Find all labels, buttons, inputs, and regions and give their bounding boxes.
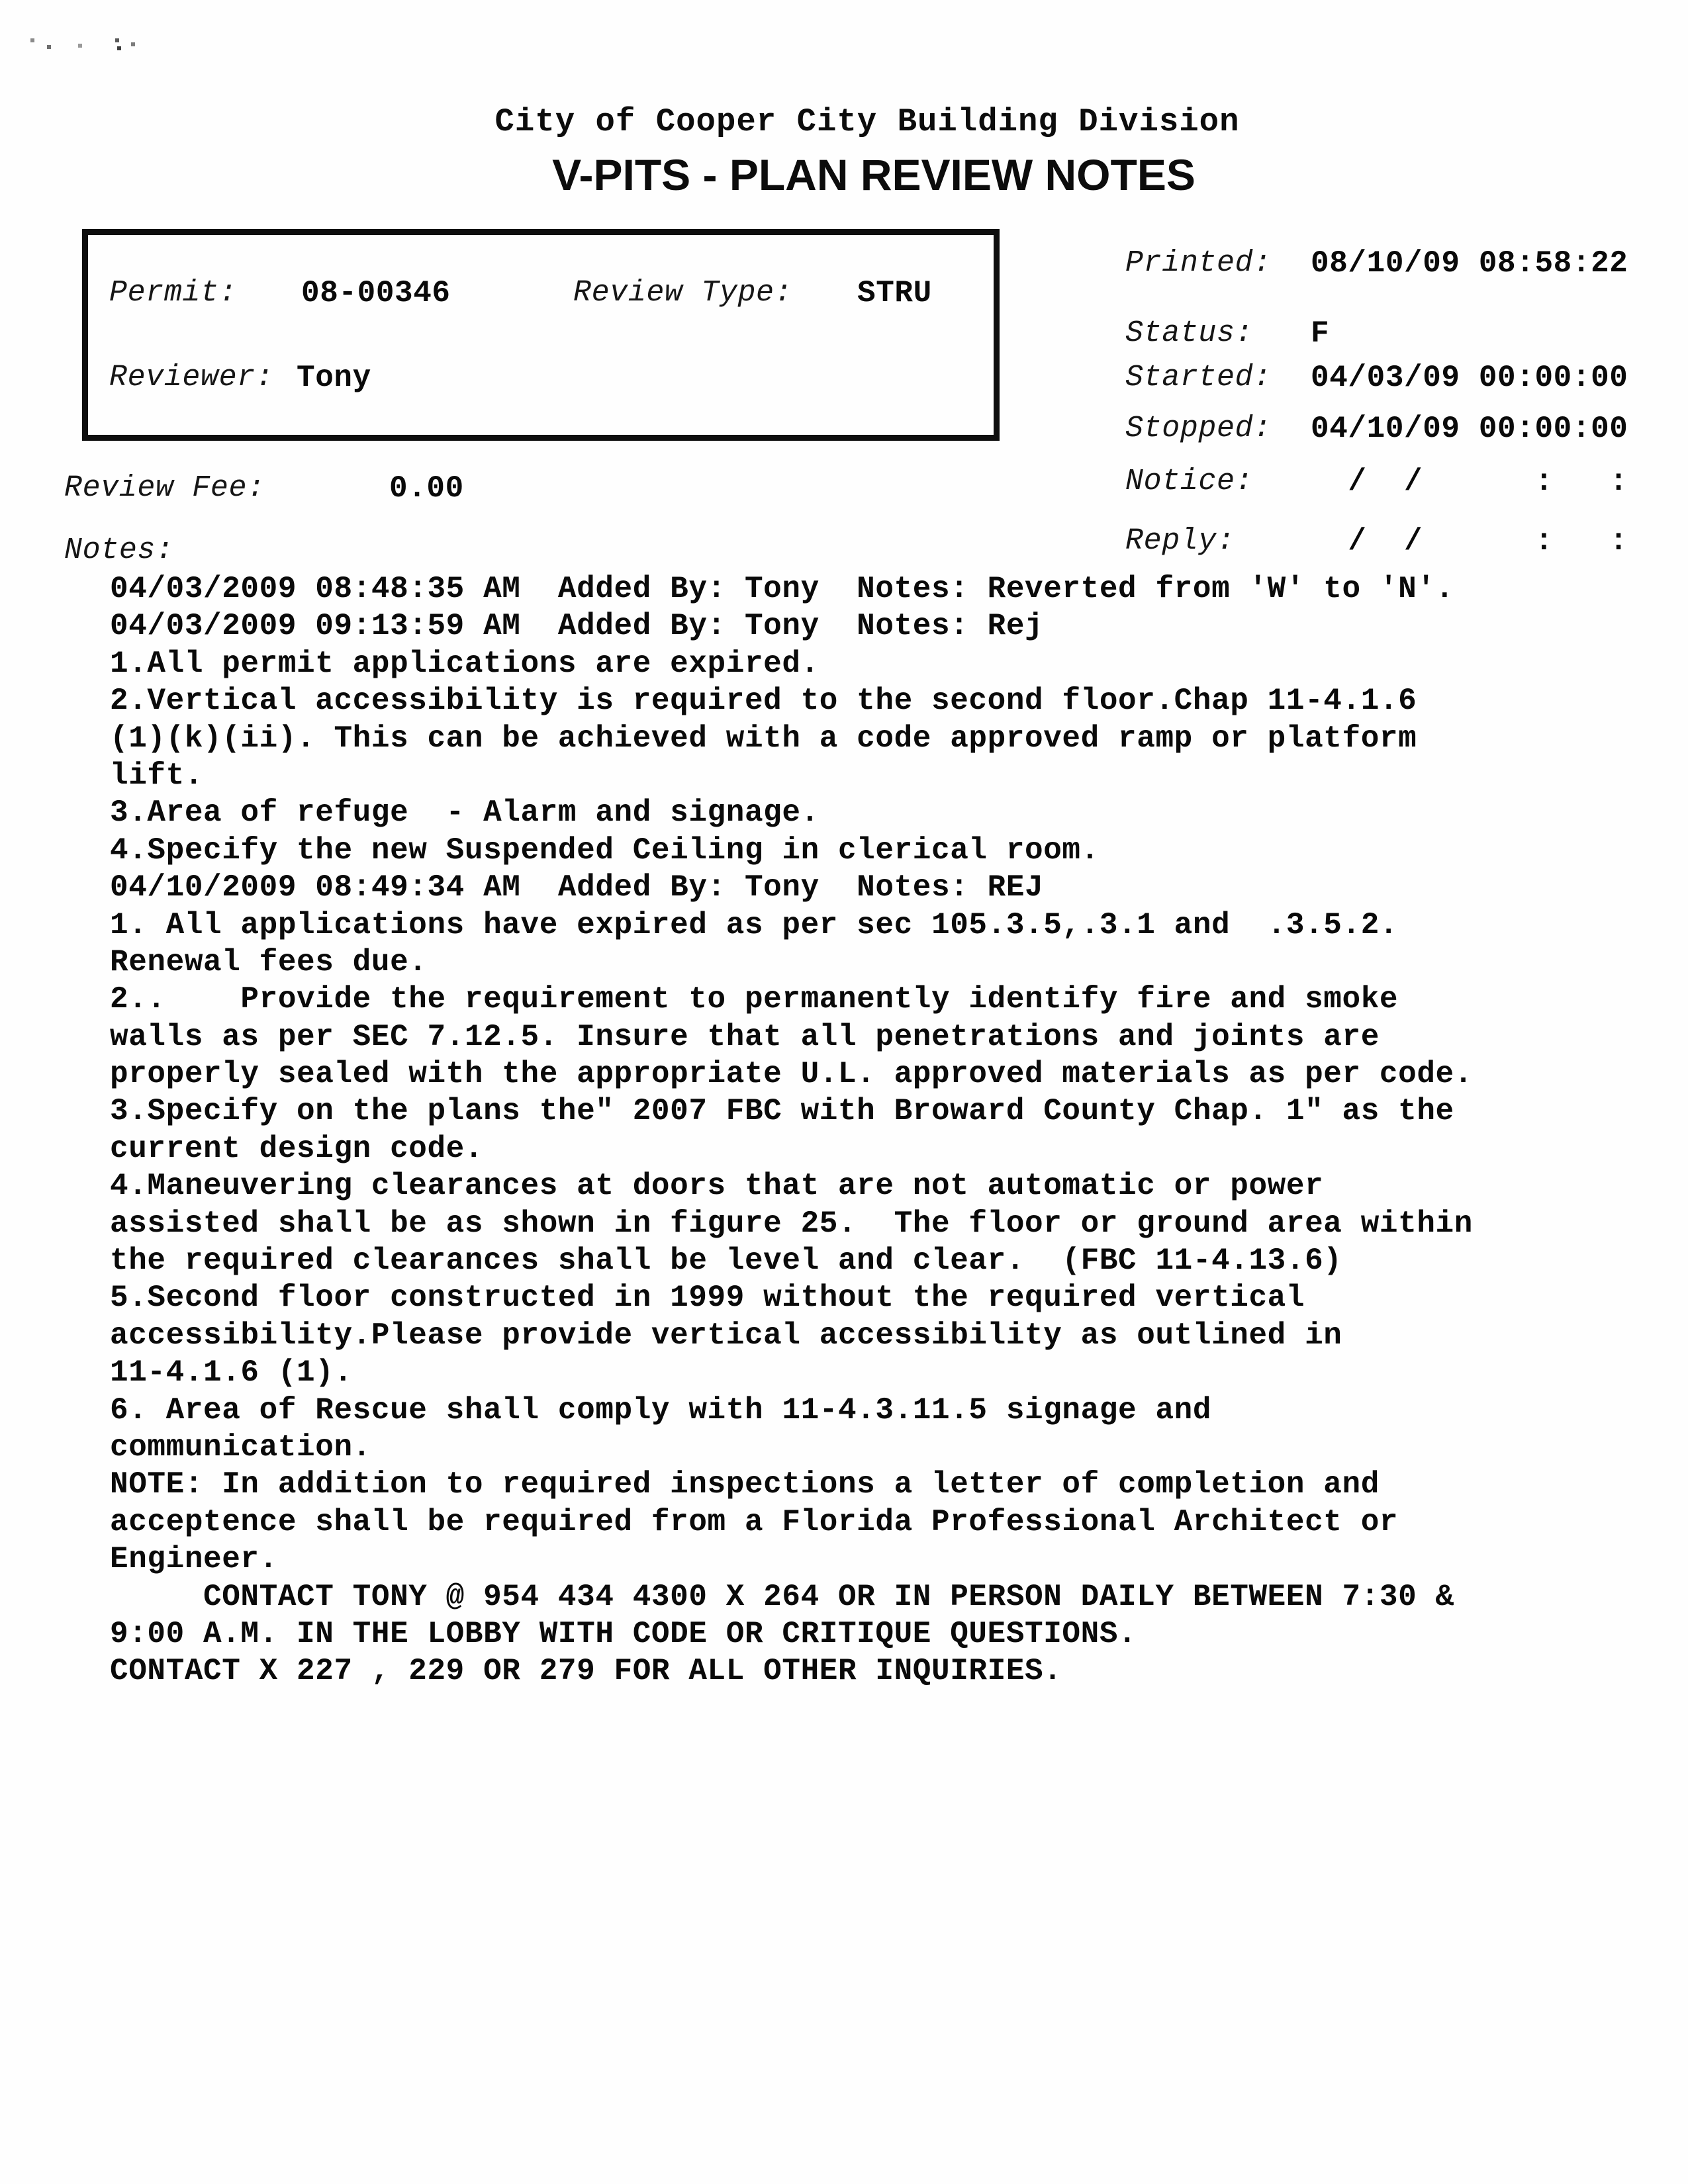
note-line: lift. [110, 758, 204, 793]
note-line: 2.Vertical accessibility is required to the second floor.Chap 11-4.1.6 [110, 684, 1417, 719]
reply-label: Reply: [1125, 524, 1235, 558]
note-line: (1)(k)(ii). This can be achieved with a code approved ramp or platform [110, 721, 1417, 756]
note-line: current design code. [110, 1131, 484, 1166]
note-line: 3.Specify on the plans the" 2007 FBC with Broward County Chap. 1" as the [110, 1094, 1454, 1129]
review-fee-label: Review Fee: [64, 471, 265, 505]
note-line: 04/10/2009 08:49:34 AM Added By: Tony Notes: REJ [110, 870, 1044, 905]
started-label: Started: [1125, 361, 1272, 394]
note-line: CONTACT TONY @ 954 434 4300 X 264 OR IN PERSON DAILY BETWEEN 7:30 & [110, 1579, 1454, 1614]
note-line: accessibility.Please provide vertical accessibility as outlined in [110, 1318, 1342, 1353]
meta-row-reply [1125, 524, 1681, 561]
status-value: F [1311, 316, 1330, 351]
note-line: 3.Area of refuge - Alarm and signage. [110, 796, 820, 831]
reviewer-label: Reviewer: [109, 361, 274, 394]
note-line: acceptence shall be required from a Florida Professional Architect or [110, 1504, 1399, 1539]
printed-value: 08/10/09 08:58:22 [1311, 246, 1628, 281]
notice-label: Notice: [1125, 465, 1254, 498]
notes-label: Notes: [64, 533, 174, 567]
note-line: properly sealed with the appropriate U.L. approved materials as per code. [110, 1057, 1473, 1092]
note-line: 5.Second floor constructed in 1999 without the required vertical [110, 1281, 1305, 1316]
note-line: communication. [110, 1430, 371, 1465]
meta-row-stopped [1125, 412, 1681, 449]
meta-row-started [1125, 361, 1681, 398]
stopped-label: Stopped: [1125, 412, 1272, 445]
note-line: 11-4.1.6 (1). [110, 1355, 353, 1390]
note-line: 04/03/2009 09:13:59 AM Added By: Tony Notes: Rej [110, 609, 1044, 644]
note-line: walls as per SEC 7.12.5. Insure that all penetrations and joints are [110, 1019, 1380, 1054]
note-line: 9:00 A.M. IN THE LOBBY WITH CODE OR CRITIQUE QUESTIONS. [110, 1616, 1137, 1651]
note-line: CONTACT X 227 , 229 OR 279 FOR ALL OTHER INQUIRIES. [110, 1654, 1062, 1689]
note-line: assisted shall be as shown in figure 25. The floor or ground area within [110, 1206, 1473, 1241]
note-line: 6. Area of Rescue shall comply with 11-4.3.11.5 signage and [110, 1392, 1212, 1428]
note-line: the required clearances shall be level and clear. (FBC 11-4.13.6) [110, 1244, 1342, 1279]
note-line: 4.Maneuvering clearances at doors that are not automatic or power [110, 1169, 1324, 1204]
meta-row-status [1125, 316, 1681, 353]
notice-value: / / : : [1311, 465, 1628, 499]
organization-name: City of Cooper City Building Division [494, 103, 1240, 140]
stopped-value: 04/10/09 00:00:00 [1311, 412, 1628, 446]
note-line: 04/03/2009 08:48:35 AM Added By: Tony Notes: Reverted from 'W' to 'N'. [110, 572, 1454, 606]
note-line: 4.Specify the new Suspended Ceiling in clerical room. [110, 833, 1100, 868]
permit-value: 08-00346 [301, 276, 451, 310]
meta-row-printed [1125, 246, 1681, 283]
scan-artifacts [0, 0, 1, 1]
permit-label: Permit: [109, 276, 238, 310]
printed-label: Printed: [1125, 246, 1272, 280]
review-fee-value: 0.00 [389, 471, 464, 506]
note-line: 2.. Provide the requirement to permanently identify fire and smoke [110, 982, 1399, 1017]
review-type-label: Review Type: [573, 276, 793, 310]
note-line: Engineer. [110, 1542, 278, 1577]
reply-value: / / : : [1311, 524, 1628, 559]
page-title: V-PITS - PLAN REVIEW NOTES [552, 150, 1196, 199]
note-line: NOTE: In addition to required inspections a letter of completion and [110, 1467, 1380, 1502]
meta-row-notice [1125, 465, 1681, 502]
permit-info-box [82, 229, 1000, 441]
note-line: 1.All permit applications are expired. [110, 646, 820, 681]
note-line: 1. All applications have expired as per sec 105.3.5,.3.1 and .3.5.2. [110, 907, 1399, 942]
reviewer-value: Tony [297, 361, 371, 395]
started-value: 04/03/09 00:00:00 [1311, 361, 1628, 395]
review-type-value: STRU [857, 276, 932, 310]
note-line: Renewal fees due. [110, 944, 428, 979]
notes-lines [110, 570, 1632, 1690]
status-label: Status: [1125, 316, 1254, 350]
